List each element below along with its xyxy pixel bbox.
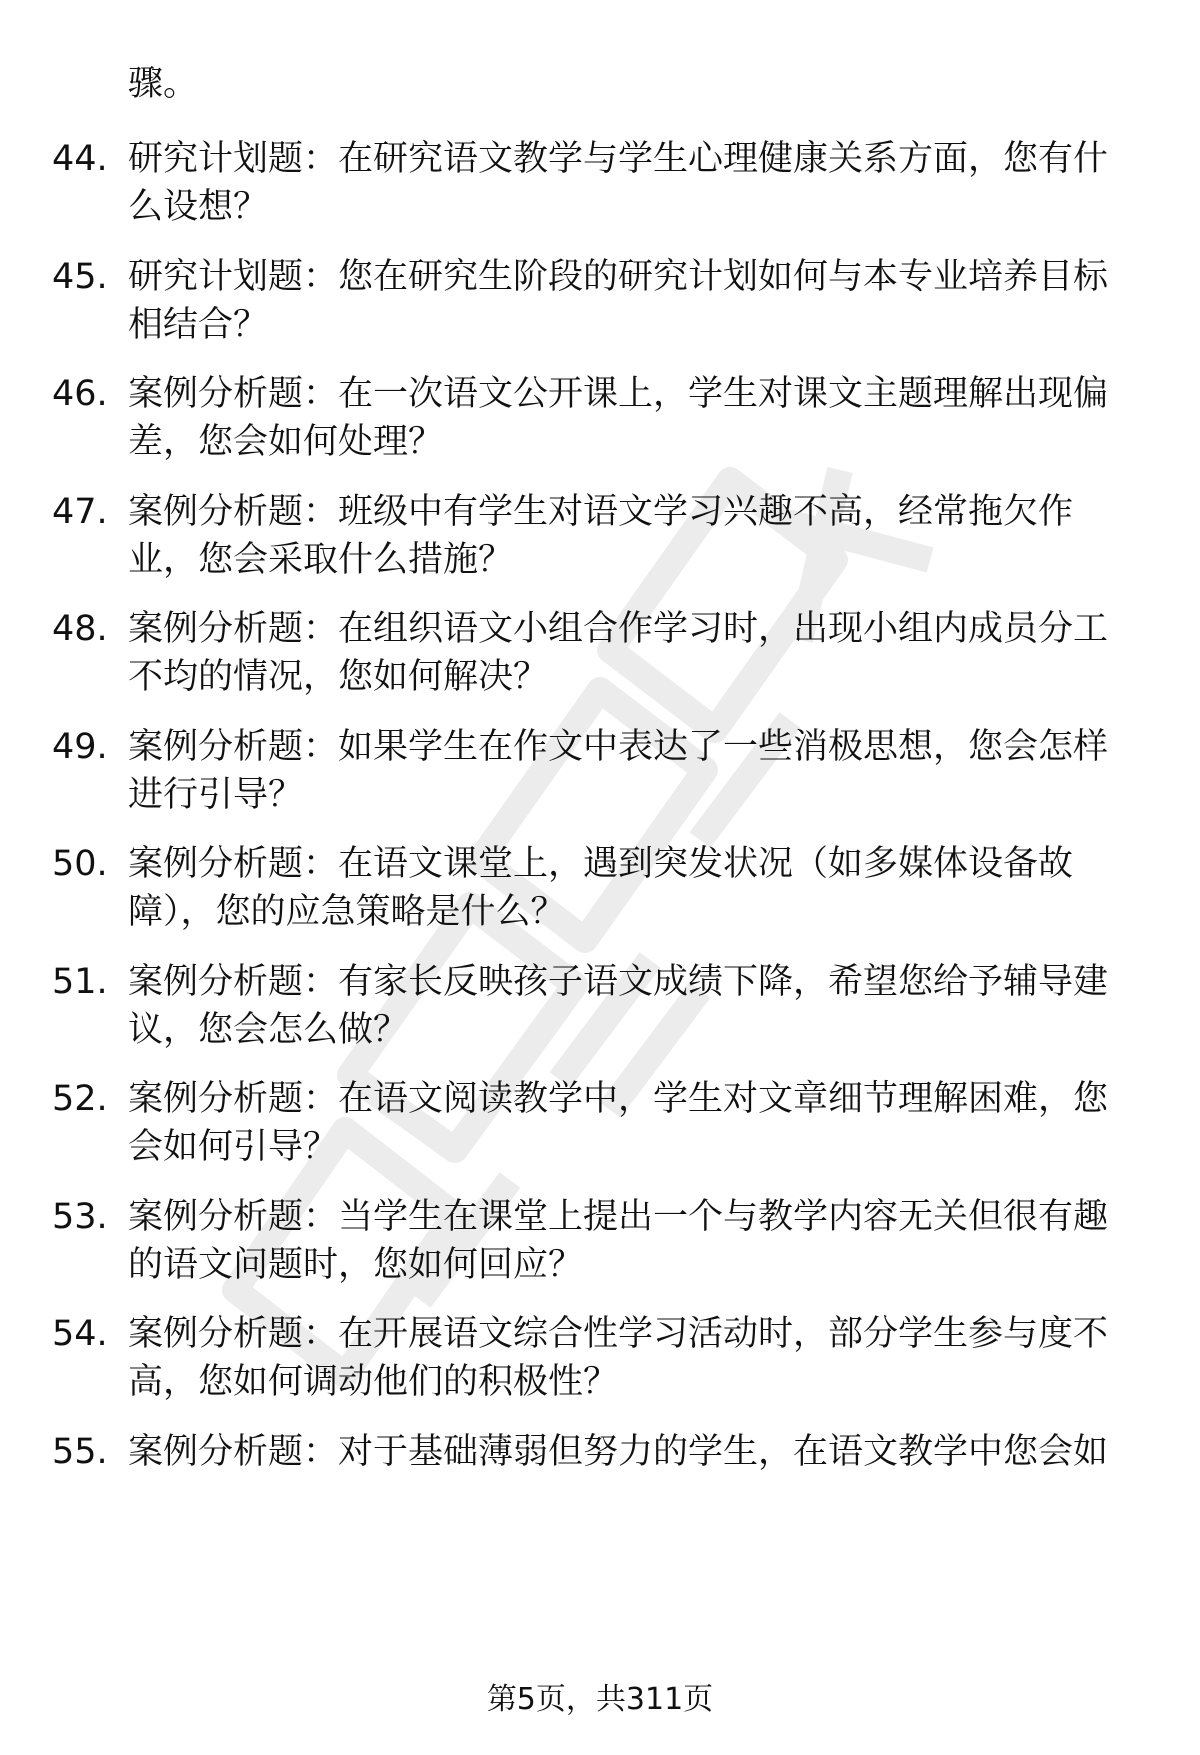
question-text-line: 案例分析题：有家长反映孩子语文成绩下降，希望您给予辅导建 [128, 962, 1109, 1002]
question-text-line: 障），您的应急策略是什么？ [128, 892, 566, 932]
question-text-line: 相结合？ [128, 305, 269, 345]
question-text-line: 案例分析题：班级中有学生对语文学习兴趣不高，经常拖欠作 [128, 492, 1074, 532]
question-number: 53. [52, 1197, 108, 1237]
list-item [0, 370, 1200, 470]
question-text-line: 案例分析题：在组织语文小组合作学习时，出现小组内成员分工 [128, 609, 1109, 649]
question-number: 45. [52, 257, 108, 297]
question-text-line: 研究计划题：在研究语文教学与学生心理健康关系方面，您有什 [128, 139, 1109, 179]
question-text-line: 业，您会采取什么措施？ [128, 540, 514, 580]
list-item [0, 1310, 1200, 1410]
question-text-line: 进行引导？ [128, 775, 304, 815]
question-text-line: 研究计划题：您在研究生阶段的研究计划如何与本专业培养目标 [128, 257, 1109, 297]
list-item [0, 723, 1200, 823]
question-text-line: 会如何引导？ [128, 1127, 339, 1167]
list-item [0, 840, 1200, 940]
previous-question-continuation: 骤。 [128, 64, 199, 104]
question-text-line: 的语文问题时，您如何回应？ [128, 1245, 584, 1285]
question-number: 49. [52, 727, 108, 767]
question-number: 44. [52, 139, 108, 179]
list-item [0, 488, 1200, 588]
question-number: 51. [52, 962, 108, 1002]
list-item [0, 1428, 1200, 1528]
question-text-line: 不均的情况，您如何解决？ [128, 657, 549, 697]
question-text-line: 案例分析题：在语文阅读教学中，学生对文章细节理解困难，您 [128, 1079, 1109, 1119]
question-number: 54. [52, 1314, 108, 1354]
question-text-line: 高，您如何调动他们的积极性？ [128, 1362, 619, 1402]
question-text-line: 案例分析题：当学生在课堂上提出一个与教学内容无关但很有趣 [128, 1197, 1109, 1237]
question-number: 55. [52, 1432, 108, 1472]
question-number: 48. [52, 609, 108, 649]
question-text-line: 差，您会如何处理？ [128, 422, 444, 462]
list-item [0, 253, 1200, 353]
question-text-line: 案例分析题：在语文课堂上，遇到突发状况（如多媒体设备故 [128, 844, 1074, 884]
list-item [0, 605, 1200, 705]
page-footer: 第5页，共311页 [486, 1682, 714, 1717]
question-text-line: 案例分析题：在开展语文综合性学习活动时，部分学生参与度不 [128, 1314, 1109, 1354]
question-number: 47. [52, 492, 108, 532]
list-item [0, 135, 1200, 235]
question-number: 46. [52, 374, 108, 414]
question-number: 52. [52, 1079, 108, 1119]
question-text-line: 么设想？ [128, 187, 269, 227]
question-number: 50. [52, 844, 108, 884]
question-text-line: 案例分析题：如果学生在作文中表达了一些消极思想，您会怎样 [128, 727, 1109, 767]
list-item [0, 1193, 1200, 1293]
question-text-line: 议，您会怎么做？ [128, 1010, 409, 1050]
list-item [0, 958, 1200, 1058]
list-item [0, 1075, 1200, 1175]
question-text-line: 案例分析题：在一次语文公开课上，学生对课文主题理解出现偏 [128, 374, 1109, 414]
question-text-line: 案例分析题：对于基础薄弱但努力的学生，在语文教学中您会如 [128, 1432, 1109, 1472]
